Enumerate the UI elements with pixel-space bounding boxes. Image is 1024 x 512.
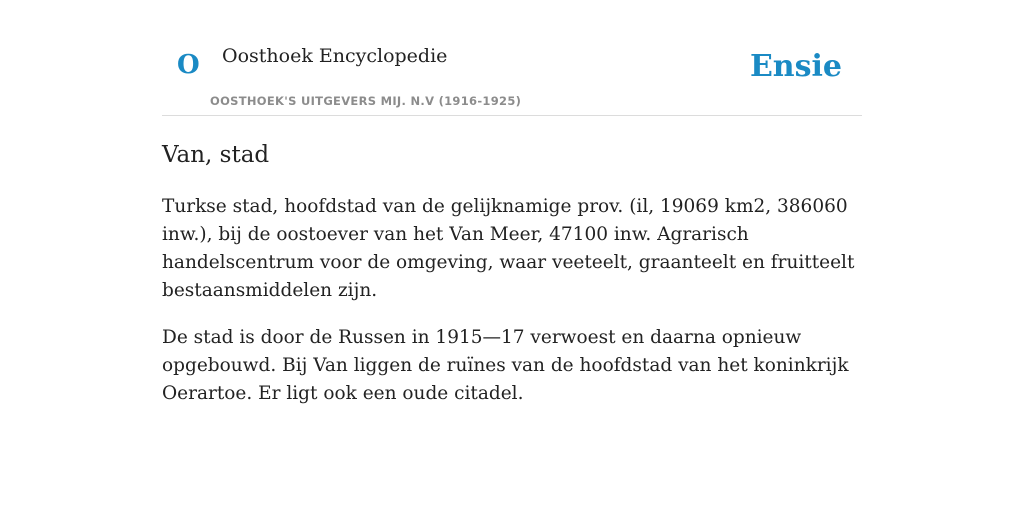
page bbox=[162, 0, 862, 408]
publisher-label: OOSTHOEK'S UITGEVERS MIJ. N.V (1916-1925) bbox=[210, 94, 522, 108]
article-paragraph: De stad is door de Russen in 1915—17 verwoest en daarna opnieuw opgebouwd. Bij Van liggen de ruïnes van de hoofdstad van het koninkrijk Oerartoe. Er ligt ook een oude citadel. bbox=[162, 326, 849, 404]
article bbox=[162, 142, 862, 408]
article-title: Van, stad bbox=[162, 142, 270, 168]
brand-logo[interactable]: Ensie bbox=[749, 49, 842, 84]
logo-letter[interactable]: O bbox=[177, 50, 200, 80]
article-paragraph: Turkse stad, hoofdstad van de gelijknamige prov. (il, 19069 km2, 386060 inw.), bij de oostoever van het Van Meer, 47100 inw. Agrarisch handelscentrum voor de omgeving, waar veeteelt, graanteelt en fruitteelt bestaansmiddelen zijn. bbox=[162, 195, 855, 301]
site-title[interactable]: Oosthoek Encyclopedie bbox=[222, 45, 448, 67]
header bbox=[162, 0, 862, 116]
